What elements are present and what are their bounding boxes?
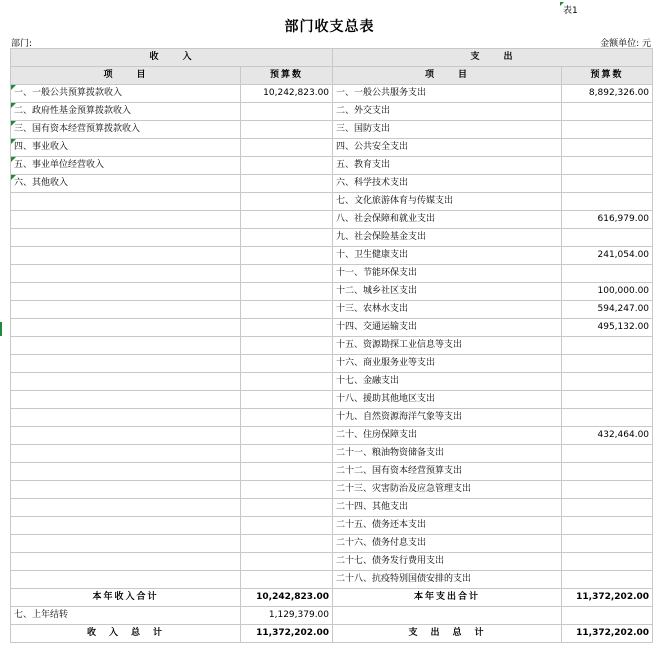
income-amount-cell[interactable]: [241, 211, 333, 229]
income-item-cell[interactable]: [11, 373, 241, 391]
income-amount-cell[interactable]: [241, 265, 333, 283]
expense-amount-cell[interactable]: [562, 517, 653, 535]
table-row: [11, 571, 653, 589]
expense-item-cell[interactable]: 九、社会保险基金支出: [333, 229, 562, 247]
expense-amount-cell[interactable]: [562, 571, 653, 589]
income-item-cell[interactable]: [11, 301, 241, 319]
income-grand-total-label[interactable]: 收 入 总 计: [11, 625, 241, 643]
expense-amount-cell[interactable]: [562, 193, 653, 211]
expense-item-cell[interactable]: 十、卫生健康支出: [333, 247, 562, 265]
table-row: [11, 463, 653, 481]
table-row: [11, 553, 653, 571]
expense-item-cell[interactable]: 十七、金融支出: [333, 373, 562, 391]
expense-amount-cell[interactable]: 594,247.00: [562, 301, 653, 319]
expense-amount-cell[interactable]: [562, 499, 653, 517]
income-item-cell[interactable]: [11, 481, 241, 499]
department-label: 部门:: [11, 39, 33, 49]
expense-item-cell[interactable]: 四、公共安全支出: [333, 139, 562, 157]
expense-amount-cell[interactable]: [562, 445, 653, 463]
income-item-header[interactable]: 项 目: [11, 67, 241, 85]
table-row: [11, 499, 653, 517]
expense-amount-cell[interactable]: [562, 121, 653, 139]
expense-item-cell[interactable]: 八、社会保障和就业支出: [333, 211, 562, 229]
table-row: [11, 517, 653, 535]
income-amount-cell[interactable]: [241, 391, 333, 409]
income-item-cell[interactable]: 六、其他收入: [11, 175, 241, 193]
budget-summary-table: [10, 48, 653, 643]
expense-amount-cell[interactable]: [562, 409, 653, 427]
expense-item-cell[interactable]: 一、一般公共服务支出: [333, 85, 562, 103]
income-amount-cell[interactable]: [241, 463, 333, 481]
expense-amount-cell[interactable]: [562, 157, 653, 175]
income-item-cell[interactable]: [11, 391, 241, 409]
income-item-cell[interactable]: [11, 265, 241, 283]
income-amount-cell[interactable]: [241, 247, 333, 265]
income-amount-cell[interactable]: [241, 301, 333, 319]
expense-amount-cell[interactable]: 241,054.00: [562, 247, 653, 265]
table-row: [11, 373, 653, 391]
expense-item-cell[interactable]: 五、教育支出: [333, 157, 562, 175]
expense-item-cell[interactable]: 六、科学技术支出: [333, 175, 562, 193]
income-item-cell[interactable]: [11, 283, 241, 301]
table-row: [11, 445, 653, 463]
income-amount-cell[interactable]: [241, 175, 333, 193]
table-row: [11, 175, 653, 193]
expense-grand-total-amount[interactable]: 11,372,202.00: [562, 625, 653, 643]
expense-amount-cell[interactable]: [562, 463, 653, 481]
expense-item-cell[interactable]: 二十二、国有资本经营预算支出: [333, 463, 562, 481]
income-item-cell[interactable]: 四、事业收入: [11, 139, 241, 157]
carryover-label[interactable]: 七、上年结转: [11, 607, 241, 625]
expense-item-cell[interactable]: 二、外交支出: [333, 103, 562, 121]
income-item-cell[interactable]: [11, 499, 241, 517]
income-amount-cell[interactable]: [241, 157, 333, 175]
table-row: [11, 391, 653, 409]
expense-amount-cell[interactable]: 100,000.00: [562, 283, 653, 301]
income-amount-cell[interactable]: [241, 121, 333, 139]
year-income-total-label[interactable]: 本年收入合计: [11, 589, 241, 607]
expense-amount-cell[interactable]: [562, 535, 653, 553]
row-selection-indicator: [0, 322, 2, 336]
income-item-cell[interactable]: [11, 427, 241, 445]
income-amount-cell[interactable]: [241, 193, 333, 211]
income-group-header[interactable]: 收 入: [11, 49, 333, 67]
expense-item-cell[interactable]: 二十、住房保障支出: [333, 427, 562, 445]
expense-amount-cell[interactable]: [562, 175, 653, 193]
table-row: [11, 157, 653, 175]
income-item-cell[interactable]: [11, 517, 241, 535]
income-amount-cell[interactable]: [241, 409, 333, 427]
table-row: [11, 121, 653, 139]
table-row: [11, 247, 653, 265]
income-amount-cell[interactable]: [241, 337, 333, 355]
income-item-cell[interactable]: [11, 409, 241, 427]
income-grand-total-amount[interactable]: 11,372,202.00: [241, 625, 333, 643]
expense-item-cell[interactable]: 十九、自然资源海洋气象等支出: [333, 409, 562, 427]
table-row: [11, 319, 653, 337]
expense-item-cell[interactable]: 十三、农林水支出: [333, 301, 562, 319]
expense-budget-header[interactable]: 预算数: [562, 67, 653, 85]
table-number: 表1: [563, 6, 578, 16]
carryover-amount[interactable]: 1,129,379.00: [241, 607, 333, 625]
income-amount-cell[interactable]: [241, 499, 333, 517]
income-item-cell[interactable]: [11, 229, 241, 247]
expense-amount-cell[interactable]: 616,979.00: [562, 211, 653, 229]
expense-amount-cell[interactable]: [562, 553, 653, 571]
income-item-cell[interactable]: 二、政府性基金预算拨款收入: [11, 103, 241, 121]
income-amount-cell[interactable]: [241, 517, 333, 535]
income-item-cell[interactable]: [11, 571, 241, 589]
income-amount-cell[interactable]: [241, 445, 333, 463]
expense-amount-cell[interactable]: [562, 481, 653, 499]
expense-item-cell[interactable]: 二十七、债务发行费用支出: [333, 553, 562, 571]
table-row: [11, 301, 653, 319]
expense-item-cell[interactable]: 三、国防支出: [333, 121, 562, 139]
expense-item-cell[interactable]: 二十四、其他支出: [333, 499, 562, 517]
expense-group-header[interactable]: 支 出: [333, 49, 653, 67]
expense-item-cell[interactable]: 二十六、债务付息支出: [333, 535, 562, 553]
grand-total-row: [11, 625, 653, 643]
table-row: [11, 85, 653, 103]
table-row: [11, 193, 653, 211]
table-row: [11, 535, 653, 553]
expense-item-cell[interactable]: 二十八、抗疫特别国债安排的支出: [333, 571, 562, 589]
expense-amount-cell[interactable]: [562, 139, 653, 157]
expense-amount-cell[interactable]: [562, 103, 653, 121]
income-amount-cell[interactable]: [241, 139, 333, 157]
income-item-cell[interactable]: [11, 445, 241, 463]
income-amount-cell[interactable]: [241, 535, 333, 553]
table-row: [11, 409, 653, 427]
expense-item-cell[interactable]: 十八、援助其他地区支出: [333, 391, 562, 409]
expense-item-cell[interactable]: 十一、节能环保支出: [333, 265, 562, 283]
table-row: [11, 283, 653, 301]
carryover-row: [11, 607, 653, 625]
expense-item-cell[interactable]: 二十三、灾害防治及应急管理支出: [333, 481, 562, 499]
income-amount-cell[interactable]: [241, 103, 333, 121]
unit-label: 金额单位: 元: [600, 39, 651, 49]
income-item-cell[interactable]: 三、国有资本经营预算拨款收入: [11, 121, 241, 139]
income-item-cell[interactable]: [11, 211, 241, 229]
expense-amount-cell[interactable]: [562, 391, 653, 409]
income-amount-cell[interactable]: [241, 553, 333, 571]
column-header-row: [11, 67, 653, 85]
expense-amount-cell[interactable]: 495,132.00: [562, 319, 653, 337]
income-item-cell[interactable]: [11, 247, 241, 265]
expense-amount-cell[interactable]: [562, 607, 653, 625]
table-row: [11, 139, 653, 157]
expense-grand-total-label[interactable]: 支 出 总 计: [333, 625, 562, 643]
income-item-cell[interactable]: [11, 193, 241, 211]
income-item-cell[interactable]: [11, 553, 241, 571]
expense-amount-cell[interactable]: [562, 229, 653, 247]
expense-item-cell[interactable]: 十四、交通运输支出: [333, 319, 562, 337]
table-row: [11, 265, 653, 283]
table-row: [11, 103, 653, 121]
group-header-row: [11, 49, 653, 67]
expense-amount-cell[interactable]: [562, 265, 653, 283]
income-amount-cell[interactable]: 10,242,823.00: [241, 85, 333, 103]
year-expense-total-label[interactable]: 本年支出合计: [333, 589, 562, 607]
expense-item-cell[interactable]: 十五、资源勘探工业信息等支出: [333, 337, 562, 355]
table-row: [11, 229, 653, 247]
expense-amount-cell[interactable]: 432,464.00: [562, 427, 653, 445]
table-row: [11, 337, 653, 355]
table-row: [11, 481, 653, 499]
expense-item-cell[interactable]: [333, 607, 562, 625]
year-expense-total-amount[interactable]: 11,372,202.00: [562, 589, 653, 607]
income-amount-cell[interactable]: [241, 283, 333, 301]
expense-item-cell[interactable]: 二十五、债务还本支出: [333, 517, 562, 535]
expense-item-cell[interactable]: 七、文化旅游体育与传媒支出: [333, 193, 562, 211]
expense-amount-cell[interactable]: [562, 337, 653, 355]
income-amount-cell[interactable]: [241, 427, 333, 445]
income-amount-cell[interactable]: [241, 373, 333, 391]
income-item-cell[interactable]: [11, 463, 241, 481]
expense-amount-cell[interactable]: 8,892,326.00: [562, 85, 653, 103]
income-amount-cell[interactable]: [241, 481, 333, 499]
income-amount-cell[interactable]: [241, 319, 333, 337]
income-item-cell[interactable]: [11, 535, 241, 553]
expense-item-cell[interactable]: 二十一、粮油物资储备支出: [333, 445, 562, 463]
year-total-row: [11, 589, 653, 607]
income-amount-cell[interactable]: [241, 355, 333, 373]
table-row: [11, 355, 653, 373]
expense-item-cell[interactable]: 十二、城乡社区支出: [333, 283, 562, 301]
expense-item-cell[interactable]: 十六、商业服务业等支出: [333, 355, 562, 373]
income-item-cell[interactable]: [11, 355, 241, 373]
table-row: [11, 427, 653, 445]
expense-item-header[interactable]: 项 目: [333, 67, 562, 85]
year-income-total-amount[interactable]: 10,242,823.00: [241, 589, 333, 607]
table-row: [11, 211, 653, 229]
expense-amount-cell[interactable]: [562, 373, 653, 391]
page-title: 部门收支总表: [284, 19, 375, 35]
income-amount-cell[interactable]: [241, 229, 333, 247]
income-item-cell[interactable]: [11, 337, 241, 355]
income-item-cell[interactable]: 五、事业单位经营收入: [11, 157, 241, 175]
income-amount-cell[interactable]: [241, 571, 333, 589]
expense-amount-cell[interactable]: [562, 355, 653, 373]
income-item-cell[interactable]: [11, 319, 241, 337]
income-budget-header[interactable]: 预算数: [241, 67, 333, 85]
income-item-cell[interactable]: 一、一般公共预算拨款收入: [11, 85, 241, 103]
